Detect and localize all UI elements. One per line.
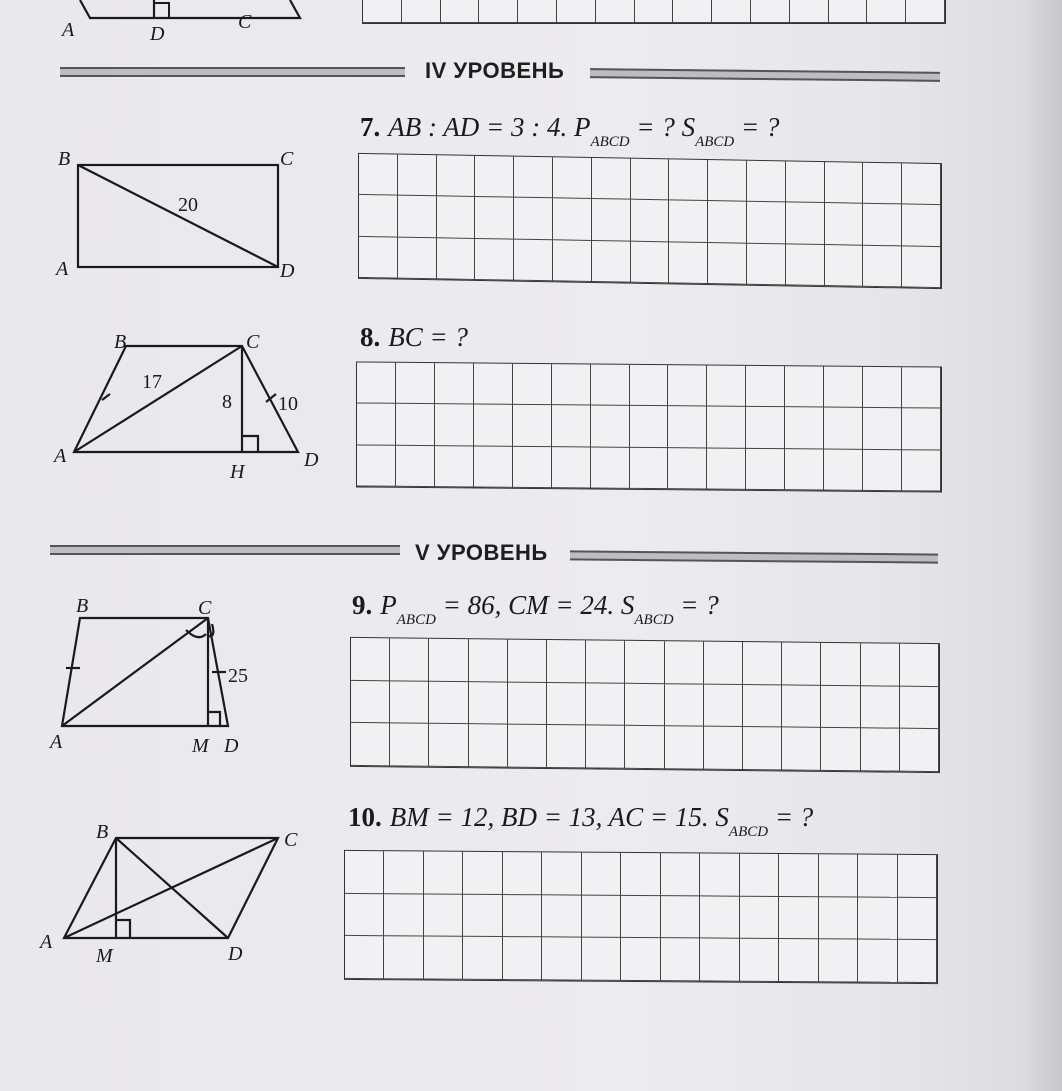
grid-cell[interactable] [625, 683, 664, 726]
grid-cell[interactable] [390, 681, 429, 724]
grid-cell[interactable] [669, 159, 708, 201]
grid-cell[interactable] [435, 404, 474, 446]
grid-cell[interactable] [351, 681, 390, 724]
grid-cell[interactable] [390, 638, 429, 681]
grid-cell[interactable] [825, 245, 864, 287]
grid-cell[interactable] [819, 940, 858, 983]
label-d: D [304, 449, 319, 471]
grid-cell[interactable] [475, 239, 514, 281]
grid-cell[interactable] [591, 406, 630, 448]
grid-cell[interactable] [825, 162, 864, 204]
task-number: 8. [360, 322, 381, 352]
grid-cell[interactable] [631, 159, 670, 201]
heading-rule-right [590, 68, 940, 82]
grid-cell[interactable] [906, 0, 945, 23]
grid-cell[interactable] [390, 724, 429, 767]
label-d: D [280, 260, 295, 282]
grid-cell[interactable] [669, 201, 708, 243]
task-number: 10. [348, 802, 382, 832]
grid-cell[interactable] [357, 362, 396, 404]
grid-cell[interactable] [661, 896, 700, 939]
grid-cell[interactable] [779, 854, 818, 897]
grid-cell[interactable] [700, 896, 739, 939]
grid-cell[interactable] [363, 0, 402, 23]
grid-cell[interactable] [592, 241, 631, 283]
grid-cell[interactable] [819, 897, 858, 940]
grid-cell[interactable] [902, 367, 941, 409]
grid-cell[interactable] [707, 366, 746, 408]
level-4-heading: IV УРОВЕНЬ [425, 58, 565, 83]
label-d: D [150, 23, 165, 45]
grid-cell[interactable] [582, 895, 621, 938]
grid-cell[interactable] [351, 638, 390, 681]
grid-cell[interactable] [819, 854, 858, 897]
grid-cell[interactable] [747, 243, 786, 285]
label-d: D [224, 735, 239, 757]
grid-cell[interactable] [429, 681, 468, 724]
grid-cell[interactable] [668, 406, 707, 448]
grid-cell[interactable] [552, 364, 591, 406]
grid-cell[interactable] [591, 364, 630, 406]
grid-cell[interactable] [740, 896, 779, 939]
grid-cell[interactable] [898, 855, 937, 898]
task-8-statement: 8. BC = ? [360, 322, 468, 352]
cd-length: 25 [228, 665, 248, 687]
grid-cell[interactable] [625, 726, 664, 769]
label-b: B [76, 595, 89, 617]
label-m: M [192, 735, 209, 757]
grid-cell[interactable] [902, 450, 941, 492]
answer-grid-9[interactable] [350, 637, 940, 773]
grid-cell[interactable] [661, 938, 700, 981]
grid-cell[interactable] [513, 364, 552, 406]
grid-cell[interactable] [704, 684, 743, 727]
grid-cell[interactable] [429, 639, 468, 682]
page-edge-shadow [1022, 0, 1062, 1091]
grid-cell[interactable] [902, 246, 941, 288]
grid-cell[interactable] [384, 851, 423, 894]
right-angle-mark [242, 436, 258, 452]
trapezoid-fragment [80, 0, 300, 18]
grid-cell[interactable] [474, 363, 513, 405]
grid-cell[interactable] [900, 644, 939, 687]
trapezoid-abcd [62, 618, 228, 726]
label-a: A [50, 731, 63, 753]
grid-cell[interactable] [514, 198, 553, 240]
grid-cell[interactable] [631, 241, 670, 283]
grid-cell[interactable] [668, 365, 707, 407]
grid-cell[interactable] [669, 242, 708, 284]
grid-cell[interactable] [592, 199, 631, 241]
grid-cell[interactable] [359, 154, 398, 196]
grid-cell[interactable] [898, 897, 937, 940]
grid-cell[interactable] [631, 200, 670, 242]
label-m: M [96, 945, 113, 967]
grid-cell[interactable] [790, 0, 829, 23]
grid-cell[interactable] [902, 409, 941, 451]
grid-cell[interactable] [351, 723, 390, 766]
grid-cell[interactable] [747, 161, 786, 203]
diagonal-length: 20 [178, 194, 198, 216]
grid-cell[interactable] [665, 727, 704, 770]
grid-cell[interactable] [398, 237, 437, 279]
grid-cell[interactable] [743, 685, 782, 728]
grid-cell[interactable] [547, 640, 586, 683]
grid-cell[interactable] [396, 445, 435, 487]
grid-cell[interactable] [824, 367, 863, 409]
right-angle-mark [154, 3, 169, 18]
grid-cell[interactable] [398, 155, 437, 197]
grid-cell[interactable] [518, 0, 557, 23]
label-b: B [96, 821, 109, 843]
grid-cell[interactable] [712, 0, 751, 23]
label-h: H [230, 461, 245, 483]
task-10-figure [36, 812, 316, 972]
grid-cell[interactable] [437, 197, 476, 239]
grid-cell[interactable] [743, 642, 782, 685]
grid-cell[interactable] [621, 938, 660, 981]
grid-cell[interactable] [503, 937, 542, 980]
grid-cell[interactable] [900, 686, 939, 729]
grid-cell[interactable] [586, 726, 625, 769]
grid-cell[interactable] [858, 897, 897, 940]
grid-cell[interactable] [740, 939, 779, 982]
grid-cell[interactable] [503, 895, 542, 938]
grid-cell[interactable] [902, 205, 941, 247]
grid-cell[interactable] [751, 0, 790, 23]
task-9-statement: 9. $P_{ABCD} = 86$, CM = 24. $S_{ABCD}$ = ? [352, 590, 719, 628]
grid-cell[interactable] [863, 367, 902, 409]
label-a: A [54, 445, 67, 467]
grid-cell[interactable] [542, 852, 581, 895]
grid-cell[interactable] [785, 366, 824, 408]
grid-cell[interactable] [475, 197, 514, 239]
grid-cell[interactable] [359, 195, 398, 237]
grid-cell[interactable] [900, 729, 939, 772]
diagonal-bd [116, 838, 228, 938]
grid-cell[interactable] [824, 408, 863, 450]
label-a: A [56, 258, 69, 280]
task-10-statement: 10. BM = 12, BD = 13, AC = 15. $S_{ABCD}$ = ? [348, 802, 814, 840]
grid-cell[interactable] [665, 684, 704, 727]
grid-cell[interactable] [863, 408, 902, 450]
ac-length: 17 [142, 371, 162, 393]
label-b: B [58, 148, 71, 170]
grid-cell[interactable] [384, 937, 423, 980]
grid-cell[interactable] [508, 682, 547, 725]
grid-cell[interactable] [630, 447, 669, 489]
grid-cell[interactable] [782, 642, 821, 685]
task-number: 7. [360, 112, 381, 142]
grid-cell[interactable] [463, 937, 502, 980]
grid-cell[interactable] [596, 0, 635, 23]
grid-cell[interactable] [625, 641, 664, 684]
grid-cell[interactable] [437, 238, 476, 280]
grid-cell[interactable] [586, 640, 625, 683]
label-c: C [198, 597, 212, 619]
grid-cell[interactable] [402, 0, 441, 23]
grid-cell[interactable] [582, 853, 621, 896]
grid-cell[interactable] [552, 405, 591, 447]
grid-cell[interactable] [786, 203, 825, 245]
grid-cell[interactable] [547, 725, 586, 768]
top-fragment-figure [50, 0, 280, 45]
grid-cell[interactable] [863, 450, 902, 492]
label-c: C [246, 331, 260, 353]
grid-cell[interactable] [708, 243, 747, 285]
grid-cell[interactable] [463, 894, 502, 937]
diagonal-ac [62, 618, 208, 726]
grid-cell[interactable] [700, 853, 739, 896]
grid-cell[interactable] [469, 639, 508, 682]
grid-cell[interactable] [707, 448, 746, 490]
grid-cell[interactable] [357, 445, 396, 487]
grid-cell[interactable] [673, 0, 712, 23]
grid-cell[interactable] [542, 895, 581, 938]
heading-rule-right [570, 550, 938, 563]
grid-cell[interactable] [708, 201, 747, 243]
grid-cell[interactable] [630, 406, 669, 448]
grid-cell[interactable] [475, 156, 514, 198]
grid-cell[interactable] [514, 239, 553, 281]
label-a: A [62, 19, 75, 41]
grid-cell[interactable] [858, 855, 897, 898]
grid-cell[interactable] [786, 244, 825, 286]
task-9-figure [40, 592, 280, 762]
grid-cell[interactable] [665, 641, 704, 684]
task-8-figure [50, 328, 340, 488]
grid-cell[interactable] [437, 155, 476, 197]
grid-cell[interactable] [557, 0, 596, 23]
grid-cell[interactable] [858, 940, 897, 983]
grid-cell[interactable] [743, 727, 782, 770]
grid-cell[interactable] [508, 725, 547, 768]
grid-cell[interactable] [357, 404, 396, 446]
grid-cell[interactable] [508, 640, 547, 683]
grid-cell[interactable] [345, 851, 384, 894]
grid-cell[interactable] [785, 449, 824, 491]
grid-cell[interactable] [668, 448, 707, 490]
heading-rule-left [60, 67, 405, 77]
answer-grid-7[interactable] [358, 153, 942, 289]
grid-cell[interactable] [740, 854, 779, 897]
grid-cell[interactable] [785, 408, 824, 450]
grid-cell[interactable] [863, 245, 902, 287]
grid-cell[interactable] [704, 642, 743, 685]
heading-rule-left [50, 545, 400, 555]
grid-cell[interactable] [424, 894, 463, 937]
right-angle-mark [116, 920, 130, 938]
level-5-heading: V УРОВЕНЬ [415, 540, 548, 565]
right-angle-mark [208, 712, 220, 726]
grid-cell[interactable] [635, 0, 674, 23]
grid-cell[interactable] [824, 449, 863, 491]
grid-cell[interactable] [474, 405, 513, 447]
answer-grid-10[interactable] [344, 850, 938, 984]
grid-cell[interactable] [552, 447, 591, 489]
grid-cell[interactable] [547, 683, 586, 726]
label-c: C [238, 11, 252, 33]
grid-cell[interactable] [463, 852, 502, 895]
grid-cell[interactable] [441, 0, 480, 23]
grid-cell[interactable] [435, 363, 474, 405]
grid-cell[interactable] [553, 240, 592, 282]
grid-cell[interactable] [359, 237, 398, 279]
grid-cell[interactable] [821, 686, 860, 729]
grid-cell[interactable] [591, 447, 630, 489]
diagonal-bd [78, 165, 278, 267]
grid-cell[interactable] [553, 157, 592, 199]
grid-cell[interactable] [398, 196, 437, 238]
grid-cell[interactable] [621, 853, 660, 896]
grid-cell[interactable] [479, 0, 518, 23]
grid-cell[interactable] [779, 897, 818, 940]
grid-cell[interactable] [861, 729, 900, 772]
grid-cell[interactable] [513, 446, 552, 488]
answer-grid-8[interactable] [356, 361, 942, 492]
grid-cell[interactable] [779, 939, 818, 982]
grid-cell[interactable] [396, 363, 435, 405]
grid-cell[interactable] [592, 158, 631, 200]
grid-cell[interactable] [661, 853, 700, 896]
grid-cell[interactable] [902, 163, 941, 205]
grid-cell[interactable] [863, 163, 902, 205]
grid-cell[interactable] [861, 643, 900, 686]
grid-cell[interactable] [867, 0, 906, 23]
task-7-statement: 7. AB : AD = 3 : 4. $P_{ABCD}$ = ? $S_{ABCD}$ = ? [360, 112, 780, 150]
grid-cell[interactable] [898, 940, 937, 983]
grid-cell[interactable] [513, 405, 552, 447]
grid-cell[interactable] [747, 202, 786, 244]
grid-cell[interactable] [474, 446, 513, 488]
answer-grid-prev[interactable] [362, 0, 946, 24]
grid-cell[interactable] [469, 724, 508, 767]
grid-cell[interactable] [469, 682, 508, 725]
grid-cell[interactable] [345, 936, 384, 979]
ch-length: 8 [222, 391, 232, 413]
grid-cell[interactable] [821, 728, 860, 771]
label-b: B [114, 331, 127, 353]
grid-cell[interactable] [542, 938, 581, 981]
cd-length: 10 [278, 393, 298, 415]
grid-cell[interactable] [825, 203, 864, 245]
grid-cell[interactable] [746, 407, 785, 449]
grid-cell[interactable] [621, 896, 660, 939]
grid-cell[interactable] [700, 939, 739, 982]
grid-cell[interactable] [704, 727, 743, 770]
grid-cell[interactable] [829, 0, 868, 23]
trapezoid-abcd [74, 346, 298, 452]
grid-cell[interactable] [786, 161, 825, 203]
grid-cell[interactable] [429, 724, 468, 767]
task-7-figure [50, 145, 330, 285]
grid-cell[interactable] [553, 199, 592, 241]
task-number: 9. [352, 590, 373, 620]
label-c: C [280, 148, 294, 170]
grid-cell[interactable] [782, 728, 821, 771]
grid-cell[interactable] [503, 852, 542, 895]
grid-cell[interactable] [514, 157, 553, 199]
grid-cell[interactable] [707, 407, 746, 449]
grid-cell[interactable] [821, 643, 860, 686]
label-d: D [228, 943, 243, 965]
grid-cell[interactable] [384, 894, 423, 937]
grid-cell[interactable] [861, 686, 900, 729]
grid-cell[interactable] [863, 204, 902, 246]
grid-cell[interactable] [630, 365, 669, 407]
grid-cell[interactable] [582, 938, 621, 981]
label-c: C [284, 829, 298, 851]
grid-cell[interactable] [746, 366, 785, 408]
grid-cell[interactable] [782, 685, 821, 728]
grid-cell[interactable] [435, 446, 474, 488]
grid-cell[interactable] [345, 894, 384, 937]
grid-cell[interactable] [424, 937, 463, 980]
label-a: A [40, 931, 53, 953]
grid-cell[interactable] [586, 683, 625, 726]
grid-cell[interactable] [424, 851, 463, 894]
grid-cell[interactable] [708, 160, 747, 202]
grid-cell[interactable] [746, 449, 785, 491]
grid-cell[interactable] [396, 404, 435, 446]
